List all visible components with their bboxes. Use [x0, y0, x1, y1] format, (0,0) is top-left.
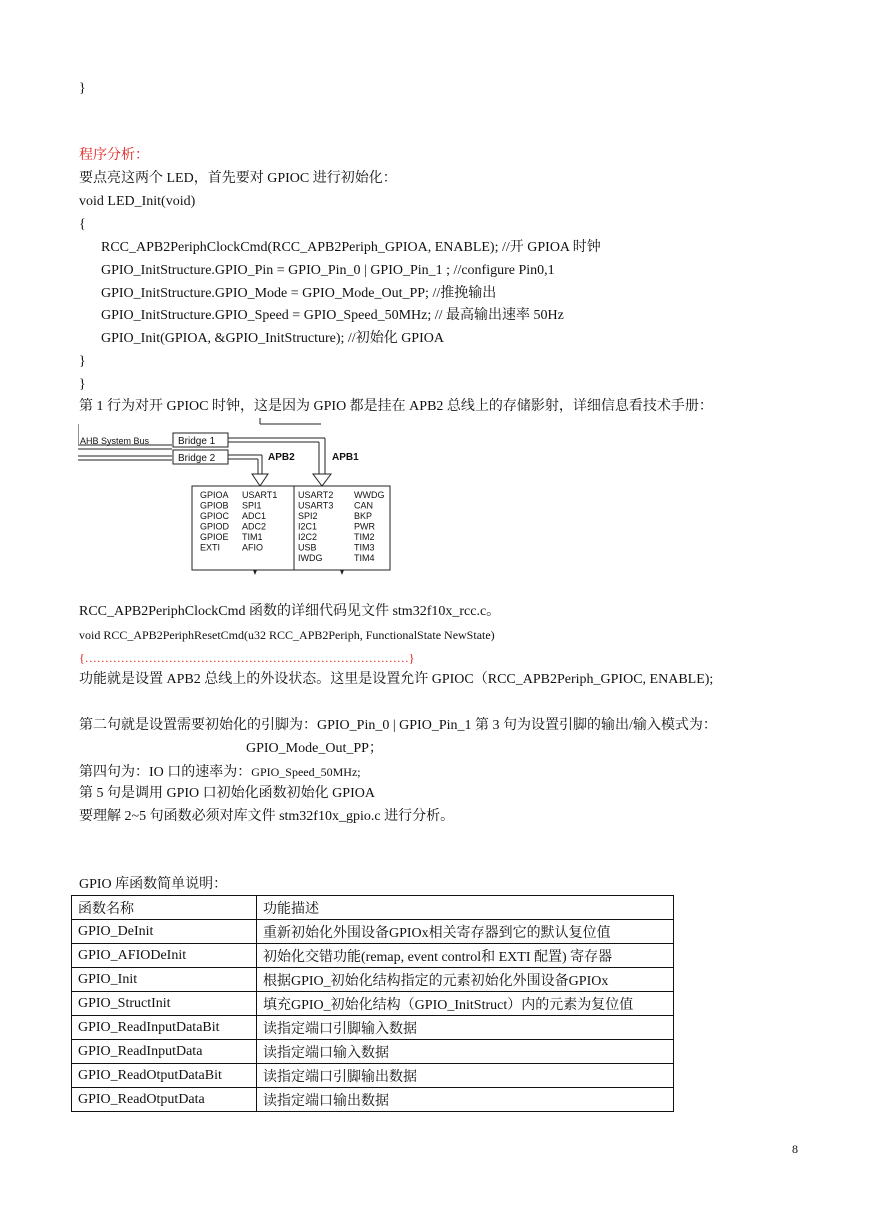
peripheral-label: ADC2 — [242, 521, 267, 532]
table-row — [72, 1088, 674, 1112]
function-name-cell: GPIO_AFIODeInit — [72, 944, 257, 968]
bridge-1-label: Bridge 1 — [178, 436, 216, 447]
peripheral-label: I2C1 — [298, 521, 318, 532]
table-row — [72, 1040, 674, 1064]
paragraph: 第 5 句是调用 GPIO 口初始化函数初始化 GPIOA — [79, 786, 375, 801]
function-name-cell: GPIO_ReadOtputDataBit — [72, 1064, 257, 1088]
code-line: GPIO_InitStructure.GPIO_Mode = GPIO_Mode_Out_PP; //推挽输出 — [101, 286, 497, 301]
paragraph: 功能就是设置 APB2 总线上的外设状态。这里是设置允许 GPIOC（RCC_APB2Periph_GPIOC, ENABLE); — [79, 672, 714, 687]
peripheral-label: PWR — [354, 521, 375, 532]
bridge-2-label: Bridge 2 — [178, 453, 216, 464]
code-ellipsis: {………………………………………………………………………} — [79, 651, 415, 665]
peripheral-label: GPIOD — [200, 521, 230, 532]
code-line: GPIO_InitStructure.GPIO_Speed = GPIO_Speed_50MHz; // 最高输出速率 50Hz — [101, 308, 564, 323]
paragraph: RCC_APB2PeriphClockCmd 函数的详细代码见文件 stm32f10x_rcc.c。 — [79, 604, 501, 619]
peripheral-label: EXTI — [200, 542, 221, 553]
peripheral-label: SPI1 — [242, 500, 262, 511]
function-desc-cell: 读指定端口引脚输出数据 — [257, 1064, 674, 1088]
table-row — [72, 920, 674, 944]
table-header-row — [72, 896, 674, 920]
function-desc-cell: 功能描述 — [257, 896, 674, 920]
function-name-cell: GPIO_Init — [72, 968, 257, 992]
function-desc-cell: 初始化交错功能(remap, event control和 EXTI 配置) 寄存器 — [257, 944, 674, 968]
peripheral-label: CAN — [354, 500, 374, 511]
peripheral-label: BKP — [354, 511, 373, 521]
code-line: void RCC_APB2PeriphResetCmd(u32 RCC_APB2Periph, FunctionalState NewState) — [79, 628, 495, 642]
peripheral-label: WWDG — [354, 490, 385, 500]
table-row — [72, 1064, 674, 1088]
speed-text: 第四句为：IO 口的速率为： — [79, 765, 252, 780]
peripheral-label: TIM3 — [354, 542, 375, 553]
peripheral-label: AFIO — [242, 542, 264, 553]
table-row — [72, 968, 674, 992]
function-name-cell: GPIO_ReadOtputData — [72, 1088, 257, 1112]
ahb-bus-label: AHB System Bus — [80, 436, 150, 446]
peripheral-label: IWDG — [298, 553, 323, 563]
gpio-function-table — [71, 895, 674, 1112]
function-desc-cell: 根据GPIO_初始化结构指定的元素初始化外围设备GPIOx — [257, 968, 674, 992]
table-caption: GPIO 库函数简单说明： — [79, 877, 228, 892]
peripheral-label: USART1 — [242, 490, 278, 500]
function-name-cell: GPIO_DeInit — [72, 920, 257, 944]
page-number: 8 — [792, 1142, 798, 1156]
code-line: } — [79, 354, 86, 369]
apb2-label: APB2 — [268, 452, 295, 463]
brace-close-1: } — [79, 81, 86, 96]
peripheral-label: I2C2 — [298, 532, 318, 542]
peripheral-label: GPIOA — [200, 490, 229, 500]
peripheral-label: TIM2 — [354, 532, 375, 542]
peripheral-label: GPIOB — [200, 500, 229, 511]
section-heading: 程序分析： — [79, 148, 149, 163]
table-row — [72, 944, 674, 968]
paragraph: 要理解 2~5 句函数必须对库文件 stm32f10x_gpio.c 进行分析。 — [79, 809, 455, 824]
function-desc-cell: 重新初始化外围设备GPIOx相关寄存器到它的默认复位值 — [257, 920, 674, 944]
peripheral-label: USB — [298, 542, 317, 553]
function-name-cell: GPIO_ReadInputDataBit — [72, 1016, 257, 1040]
code-line: GPIO_InitStructure.GPIO_Pin = GPIO_Pin_0 | GPIO_Pin_1 ; //configure Pin0,1 — [101, 263, 555, 278]
paragraph: 第 1 行为对开 GPIOC 时钟，这是因为 GPIO 都是挂在 APB2 总线上的存储影射，详细信息看技术手册： — [79, 399, 713, 414]
peripheral-label: SPI2 — [298, 511, 318, 521]
code-line: GPIO_Init(GPIOA, &GPIO_InitStructure); //初始化 GPIOA — [101, 331, 444, 346]
paragraph — [79, 763, 361, 782]
bus-diagram — [78, 418, 396, 578]
function-desc-cell: 读指定端口输出数据 — [257, 1088, 674, 1112]
code-line: { — [79, 217, 86, 232]
paragraph: 要点亮这两个 LED，首先要对 GPIOC 进行初始化： — [79, 171, 397, 186]
paragraph: 第二句就是设置需要初始化的引脚为：GPIO_Pin_0 | GPIO_Pin_1 第 3 句为设置引脚的输出/输入模式为： — [79, 718, 717, 733]
paragraph: GPIO_Mode_Out_PP； — [246, 741, 383, 756]
peripheral-label: TIM1 — [242, 532, 263, 542]
peripheral-label: GPIOC — [200, 511, 230, 521]
peripheral-label: TIM4 — [354, 553, 375, 563]
peripheral-label: USART2 — [298, 490, 334, 500]
peripheral-label: GPIOE — [200, 532, 229, 542]
function-desc-cell: 读指定端口输入数据 — [257, 1040, 674, 1064]
code-line: } — [79, 377, 86, 392]
peripheral-label: ADC1 — [242, 511, 267, 521]
code-line: RCC_APB2PeriphClockCmd(RCC_APB2Periph_GPIOA, ENABLE); //开 GPIOA 时钟 — [101, 240, 601, 255]
function-name-cell: 函数名称 — [72, 896, 257, 920]
table-row — [72, 992, 674, 1016]
speed-code: GPIO_Speed_50MHz; — [251, 765, 361, 779]
function-name-cell: GPIO_ReadInputData — [72, 1040, 257, 1064]
function-name-cell: GPIO_StructInit — [72, 992, 257, 1016]
function-desc-cell: 填充GPIO_初始化结构（GPIO_InitStruct）内的元素为复位值 — [257, 992, 674, 1016]
function-desc-cell: 读指定端口引脚输入数据 — [257, 1016, 674, 1040]
apb1-label: APB1 — [332, 452, 359, 463]
peripheral-label: USART3 — [298, 500, 334, 511]
table-row — [72, 1016, 674, 1040]
code-line: void LED_Init(void) — [79, 194, 196, 209]
